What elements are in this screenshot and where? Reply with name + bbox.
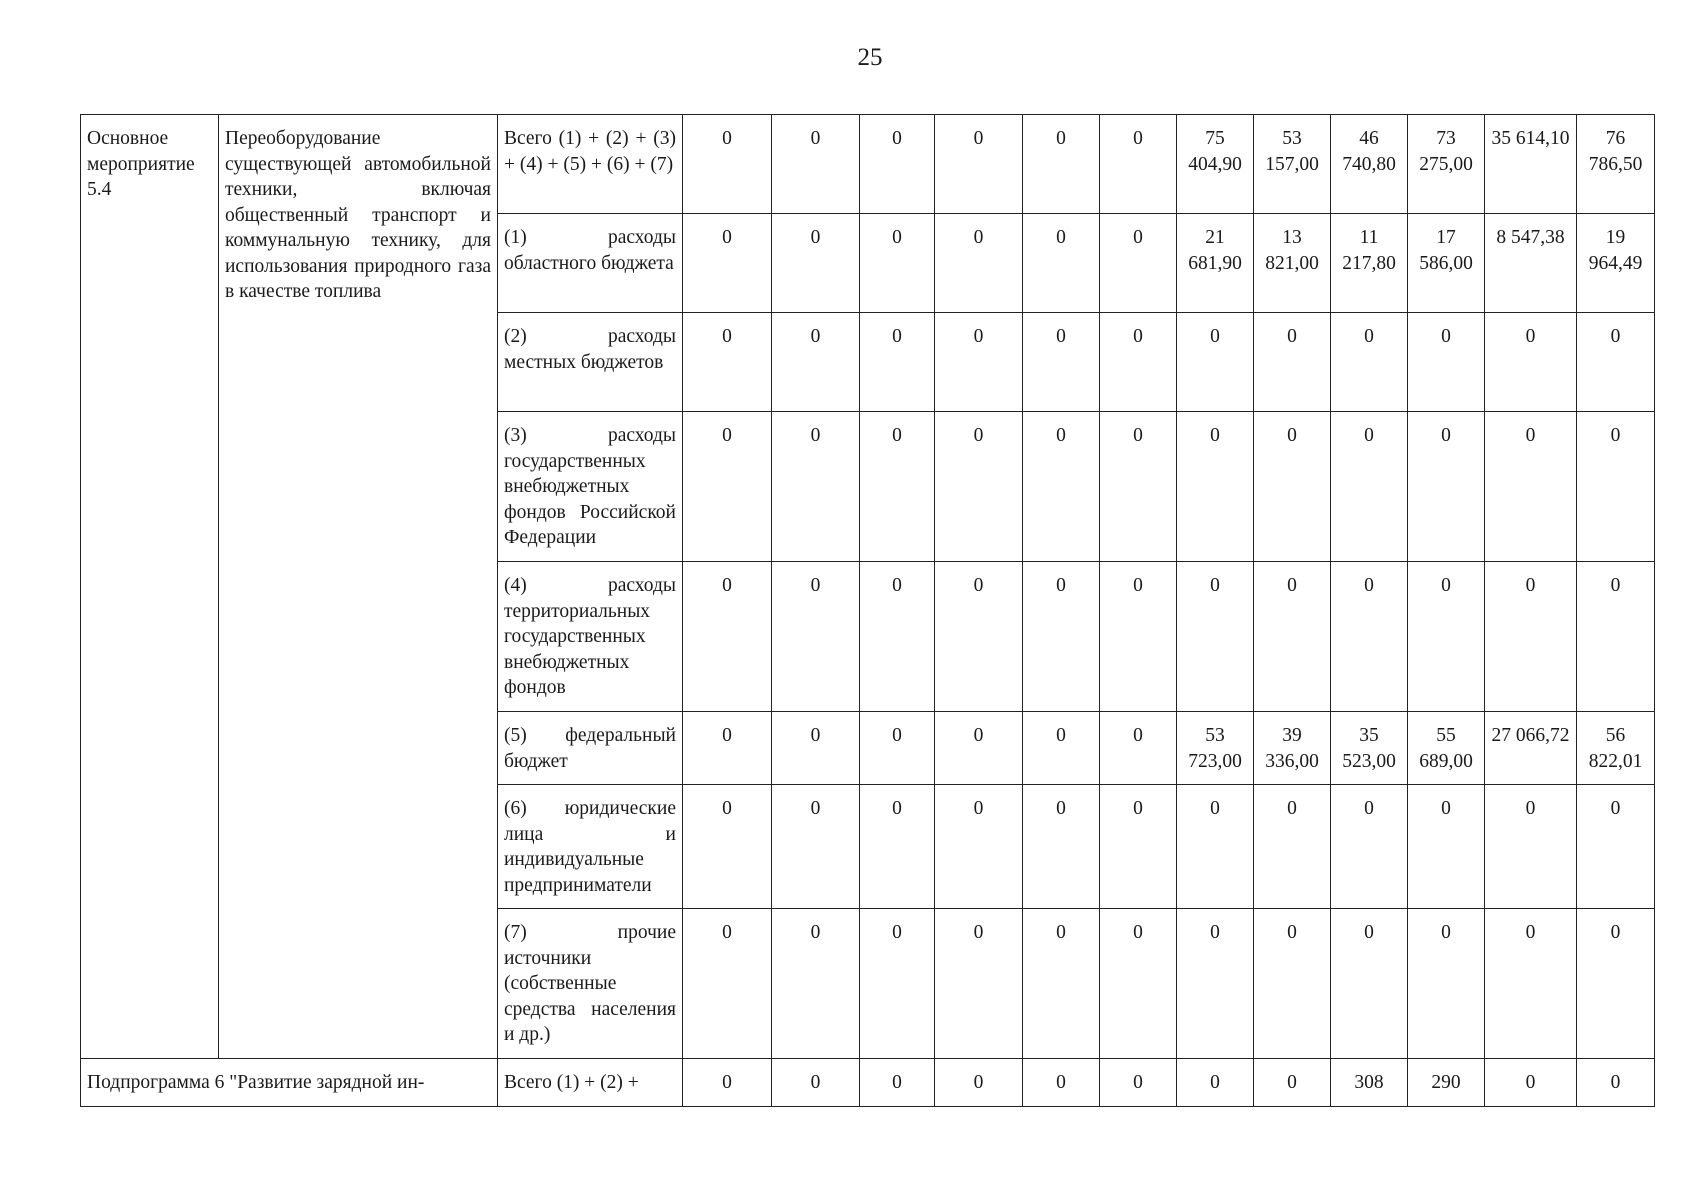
value-cell: 0	[1100, 909, 1177, 1059]
value-cell: 0	[860, 214, 935, 313]
value-cell: 0	[1100, 313, 1177, 412]
value-cell: 0	[860, 909, 935, 1059]
value-cell: 35 523,00	[1331, 712, 1408, 785]
value-cell: 0	[935, 214, 1023, 313]
value-cell: 0	[1331, 313, 1408, 412]
value-cell: 19 964,49	[1577, 214, 1655, 313]
value-cell: 0	[1408, 313, 1485, 412]
value-cell: 308	[1331, 1059, 1408, 1107]
value-cell: 0	[1100, 115, 1177, 214]
value-cell: 0	[1100, 562, 1177, 712]
value-cell: 0	[683, 909, 772, 1059]
source-cell: (6) юридические лица и индивидуальные предприниматели	[498, 785, 683, 909]
value-cell: 0	[683, 1059, 772, 1107]
value-cell: 0	[1023, 785, 1100, 909]
value-cell: 0	[1408, 785, 1485, 909]
value-cell: 0	[1485, 785, 1577, 909]
value-cell: 0	[772, 412, 860, 562]
value-cell: 0	[1577, 785, 1655, 909]
value-cell: 21 681,90	[1177, 214, 1254, 313]
value-cell: 0	[1485, 909, 1577, 1059]
value-cell: 0	[935, 313, 1023, 412]
value-cell: 0	[1408, 562, 1485, 712]
value-cell: 0	[1331, 412, 1408, 562]
value-cell: 0	[1100, 785, 1177, 909]
value-cell: 53 723,00	[1177, 712, 1254, 785]
value-cell: 0	[772, 214, 860, 313]
value-cell: 17 586,00	[1408, 214, 1485, 313]
group-label-cell	[81, 115, 219, 1059]
value-cell: 8 547,38	[1485, 214, 1577, 313]
value-cell: 0	[860, 313, 935, 412]
value-cell: 0	[1254, 1059, 1331, 1107]
table-row	[81, 1059, 1655, 1107]
value-cell: 0	[935, 412, 1023, 562]
value-cell: 0	[1485, 313, 1577, 412]
value-cell: 56 822,01	[1577, 712, 1655, 785]
value-cell: 0	[860, 115, 935, 214]
value-cell: 27 066,72	[1485, 712, 1577, 785]
value-cell: 46 740,80	[1331, 115, 1408, 214]
value-cell: 0	[1485, 1059, 1577, 1107]
value-cell: 0	[935, 562, 1023, 712]
value-cell: 73 275,00	[1408, 115, 1485, 214]
value-cell: 0	[1485, 412, 1577, 562]
value-cell: 0	[935, 909, 1023, 1059]
value-cell: 0	[1177, 909, 1254, 1059]
value-cell: 39 336,00	[1254, 712, 1331, 785]
group-label: Основное мероприятие 5.4	[87, 128, 195, 200]
value-cell: 0	[683, 313, 772, 412]
value-cell: 0	[1100, 412, 1177, 562]
subprogram-label-cell: Подпрограмма 6 "Развитие зарядной ин-	[81, 1059, 498, 1107]
source-cell: (7) прочие источники (собственные средства населения и др.)	[498, 909, 683, 1059]
value-cell: 0	[1177, 785, 1254, 909]
value-cell: 0	[772, 909, 860, 1059]
value-cell: 0	[1177, 562, 1254, 712]
value-cell: 0	[1177, 313, 1254, 412]
value-cell: 35 614,10	[1485, 115, 1577, 214]
value-cell: 0	[935, 1059, 1023, 1107]
value-cell: 0	[1485, 562, 1577, 712]
value-cell: 0	[1331, 909, 1408, 1059]
source-cell: (5) федеральный бюджет	[498, 712, 683, 785]
value-cell: 0	[860, 712, 935, 785]
value-cell: 0	[860, 1059, 935, 1107]
value-cell: 55 689,00	[1408, 712, 1485, 785]
source-cell: Всего (1) + (2) + (3) + (4) + (5) + (6) + (7)	[498, 115, 683, 214]
budget-table	[80, 114, 1655, 1107]
value-cell: 0	[1023, 115, 1100, 214]
value-cell: 0	[683, 115, 772, 214]
value-cell: 0	[1023, 712, 1100, 785]
value-cell: 0	[935, 712, 1023, 785]
value-cell: 0	[1100, 712, 1177, 785]
value-cell: 0	[935, 785, 1023, 909]
value-cell: 0	[1254, 412, 1331, 562]
value-cell: 0	[1254, 562, 1331, 712]
value-cell: 0	[1023, 1059, 1100, 1107]
value-cell: 0	[1023, 412, 1100, 562]
value-cell: 0	[772, 712, 860, 785]
value-cell: 0	[772, 313, 860, 412]
value-cell: 0	[1408, 412, 1485, 562]
value-cell: 0	[1254, 313, 1331, 412]
value-cell: 0	[1023, 562, 1100, 712]
value-cell: 0	[1331, 785, 1408, 909]
value-cell: 0	[683, 412, 772, 562]
source-cell: (4) расходы территориальных государственных внебюджетных фондов	[498, 562, 683, 712]
value-cell: 0	[1254, 909, 1331, 1059]
value-cell: 0	[1254, 785, 1331, 909]
value-cell: 0	[860, 412, 935, 562]
value-cell: 11 217,80	[1331, 214, 1408, 313]
value-cell: 53 157,00	[1254, 115, 1331, 214]
group-description-cell	[219, 115, 498, 1059]
value-cell: 0	[935, 115, 1023, 214]
value-cell: 0	[1577, 562, 1655, 712]
value-cell: 75 404,90	[1177, 115, 1254, 214]
page-number: 25	[857, 44, 883, 71]
value-cell: 76 786,50	[1577, 115, 1655, 214]
value-cell: 0	[1577, 313, 1655, 412]
value-cell: 0	[1331, 562, 1408, 712]
source-cell: (2) расходы местных бюджетов	[498, 313, 683, 412]
value-cell: 0	[1577, 412, 1655, 562]
value-cell: 0	[1408, 909, 1485, 1059]
value-cell: 0	[860, 562, 935, 712]
value-cell: 0	[1100, 214, 1177, 313]
value-cell: 0	[1177, 412, 1254, 562]
value-cell: 0	[1177, 1059, 1254, 1107]
source-cell: Всего (1) + (2) +	[498, 1059, 683, 1107]
value-cell: 0	[1023, 909, 1100, 1059]
value-cell: 0	[683, 214, 772, 313]
value-cell: 0	[772, 562, 860, 712]
group-description: Переоборудование существующей автомобильной техники, включая общественный транспорт и коммунальную технику, для использования природного газа в качестве топлива	[225, 128, 491, 302]
value-cell: 0	[683, 785, 772, 909]
value-cell: 0	[683, 712, 772, 785]
source-cell: (3) расходы государственных внебюджетных фондов Российской Федерации	[498, 412, 683, 562]
value-cell: 0	[683, 562, 772, 712]
value-cell: 0	[860, 785, 935, 909]
value-cell: 0	[1023, 313, 1100, 412]
value-cell: 0	[772, 115, 860, 214]
source-cell: (1) расходы областного бюджета	[498, 214, 683, 313]
table-row	[81, 115, 1655, 214]
value-cell: 0	[1577, 1059, 1655, 1107]
value-cell: 0	[772, 785, 860, 909]
value-cell: 0	[1023, 214, 1100, 313]
value-cell: 0	[1100, 1059, 1177, 1107]
value-cell: 13 821,00	[1254, 214, 1331, 313]
value-cell: 290	[1408, 1059, 1485, 1107]
value-cell: 0	[772, 1059, 860, 1107]
value-cell: 0	[1577, 909, 1655, 1059]
